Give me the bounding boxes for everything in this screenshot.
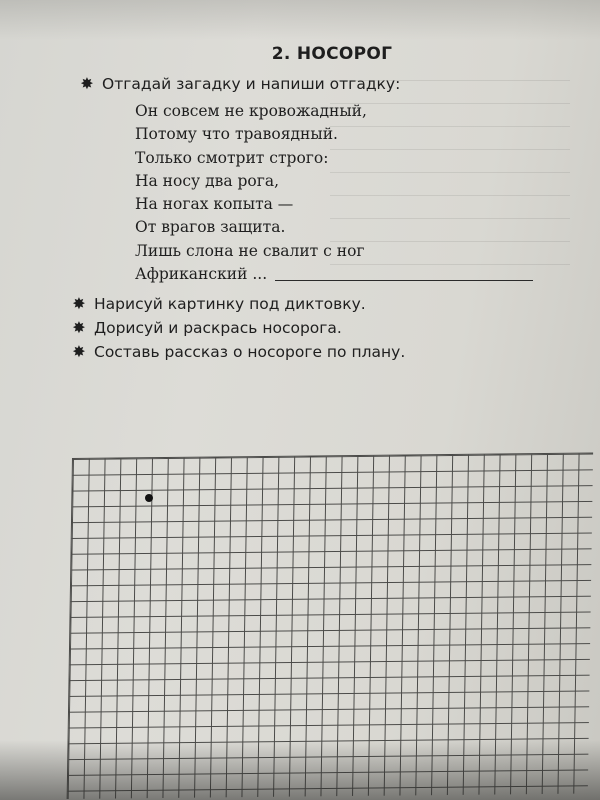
poem-line: На ногах копыта —	[135, 195, 294, 214]
task-draw	[70, 318, 342, 337]
star-bullet-icon: ✸	[80, 74, 94, 93]
poem-line: Африканский ...	[135, 265, 268, 284]
poem-line: Он совсем не кровожадный,	[135, 102, 367, 120]
task-dictation	[70, 294, 366, 313]
poem-line: Потому что травоядный.	[135, 125, 338, 144]
task-riddle	[78, 74, 400, 93]
answer-blank-line[interactable]	[275, 280, 533, 281]
task-draw-text: Дорисуй и раскрась носорога.	[94, 318, 342, 337]
riddle-poem	[135, 100, 533, 286]
star-bullet-icon: ✸	[72, 294, 86, 313]
task-riddle-text: Отгадай загадку и напиши отгадку:	[102, 74, 401, 93]
task-dictation-text: Нарисуй картинку под диктовку.	[94, 294, 366, 313]
poem-line: Только смотрит строго:	[135, 148, 329, 167]
page-title: 2. НОСОРОГ	[271, 44, 393, 64]
shadow-top	[0, 0, 600, 40]
drawing-grid[interactable]	[67, 453, 593, 799]
grid-start-dot	[145, 494, 153, 502]
poem-last-line	[135, 263, 533, 286]
poem-line: От врагов защита.	[135, 218, 286, 237]
poem-line: На носу два рога,	[135, 171, 280, 190]
task-story-text: Составь рассказ о носороге по плану.	[94, 342, 406, 361]
poem-line: Лишь слона не свалит с ног	[135, 241, 365, 260]
star-bullet-icon: ✸	[72, 318, 86, 337]
task-story	[70, 342, 405, 361]
star-bullet-icon: ✸	[72, 342, 86, 361]
